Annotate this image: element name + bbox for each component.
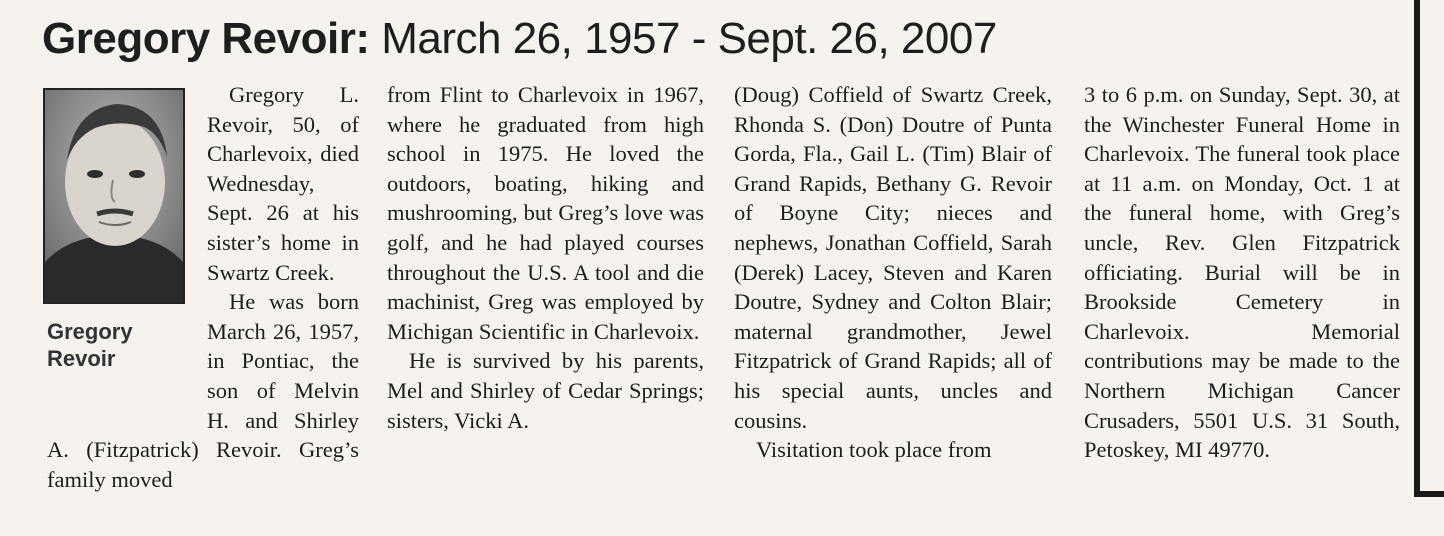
photo-caption [47, 318, 197, 372]
portrait-photo-icon [45, 90, 183, 302]
page-border-right [1414, 0, 1420, 497]
portrait-photo [43, 88, 185, 304]
headline-dates: March 26, 1957 - Sept. 26, 2007 [381, 14, 997, 63]
article-column-2 [387, 80, 704, 435]
obituary-headline [42, 8, 997, 70]
paragraph-visitation: Visitation took place from [756, 437, 992, 463]
paragraph-life: from Flint to Charlevoix in 1967, where he graduated from high school in 1975. He loved the outdoors, boating, hiking and mushrooming, but Greg’s love was golf, and he had played courses throughout the U.S. A tool and die machinist, Greg was employed by Michigan Scientific in Charlevoix. [387, 82, 704, 344]
photo-block [47, 80, 207, 410]
headline-name: Gregory Revoir: [42, 14, 370, 63]
article-column-4 [1084, 80, 1400, 465]
paragraph-services: 3 to 6 p.m. on Sunday, Sept. 30, at the Winchester Funeral Home in Charlevoix. The funeral took place at 11 a.m. on Monday, Oct. 1 at the funeral home, with Greg’s uncle, Rev. Glen Fitzpatrick officiating. Burial will be in Brookside Cemetery in Charlevoix. Memorial contributions may be made to the Northern Michigan Cancer Crusaders, 5501 U.S. 31 South, Petoskey, MI 49770. [1084, 82, 1400, 463]
paragraph-death-notice: Gregory L. Revoir, 50, of Charlevoix, died Wednesday, Sept. 26 at his sister’s home in Swartz Creek. [207, 82, 359, 285]
paragraph-birth: He was born March 26, 1957, in Pontiac, the son of Melvin H. and Shirley A. (Fitzpatrick) Revoir. Greg’s family moved [47, 289, 359, 492]
caption-first-name: Gregory [47, 319, 133, 344]
paragraph-survivors: He is survived by his parents, Mel and Shirley of Cedar Springs; sisters, Vicki A. [387, 348, 704, 433]
article-column-3 [734, 80, 1052, 465]
article-column-1 [47, 80, 359, 494]
paragraph-survivors-cont: (Doug) Coffield of Swartz Creek, Rhonda S. (Don) Doutre of Punta Gorda, Fla., Gail L. (Tim) Blair of Grand Rapids, Bethany G. Revoir of Boyne City; nieces and nephews, Jonathan Coffield, Sarah (Derek) Lacey, Steven and Karen Doutre, Sydney and Colton Blair; maternal grandmother, Jewel Fitzpatrick of Grand Rapids; all of his special aunts, uncles and cousins. [734, 82, 1052, 433]
page-border-corner [1414, 491, 1444, 497]
caption-last-name: Revoir [47, 346, 116, 371]
